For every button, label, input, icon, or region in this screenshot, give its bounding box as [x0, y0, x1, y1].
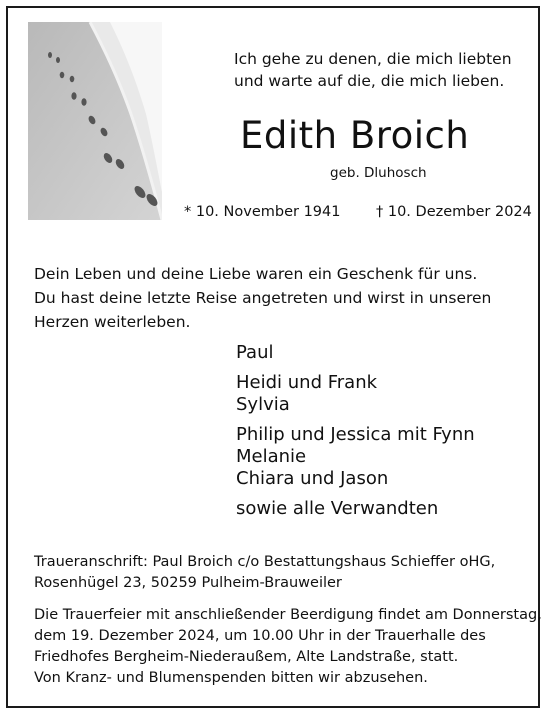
quote-line: und warte auf die, die mich lieben. — [234, 72, 505, 90]
address-line: Traueranschrift: Paul Broich c/o Bestattungshaus Schieffer oHG, — [34, 554, 496, 570]
address-line: Rosenhügel 23, 50259 Pulheim-Brauweiler — [34, 575, 342, 591]
beach-footprints-image — [28, 22, 162, 220]
mourner-group — [236, 342, 475, 364]
ceremony-line: Die Trauerfeier mit anschließender Beerdigung findet am Donnerstag, — [34, 607, 542, 623]
mourner-name: Paul — [236, 342, 274, 363]
mourner-group — [236, 372, 475, 416]
mourner-group — [236, 424, 475, 490]
verse-line: Dein Leben und deine Liebe waren ein Geschenk für uns. — [34, 265, 478, 283]
mourner-name: Melanie — [236, 446, 307, 467]
verse-line: Du hast deine letzte Reise angetreten und wirst in unseren — [34, 289, 492, 307]
ceremony-line: Von Kranz- und Blumenspenden bitten wir abzusehen. — [34, 670, 428, 686]
mourner-name: Philip und Jessica mit Fynn — [236, 424, 475, 445]
mourner-name: sowie alle Verwandten — [236, 498, 439, 519]
death-date: † 10. Dezember 2024 — [376, 204, 532, 220]
birth-date: * 10. November 1941 — [184, 204, 341, 220]
mourner-group — [236, 498, 475, 520]
quote-line: Ich gehe zu denen, die mich liebten — [234, 50, 512, 68]
ceremony-line: dem 19. Dezember 2024, um 10.00 Uhr in der Trauerhalle des — [34, 628, 486, 644]
mourner-name: Heidi und Frank — [236, 372, 378, 393]
mourner-name: Sylvia — [236, 394, 290, 415]
maiden-name: geb. Dluhosch — [330, 165, 427, 181]
obituary-card — [6, 6, 540, 708]
mourners-list — [236, 342, 475, 528]
mourner-name: Chiara und Jason — [236, 468, 389, 489]
mourning-address — [34, 552, 534, 594]
ceremony-line: Friedhofes Bergheim-Niederaußem, Alte Landstraße, statt. — [34, 649, 459, 665]
funeral-details — [34, 605, 542, 689]
deceased-name: Edith Broich — [240, 114, 470, 157]
quote-text — [234, 48, 524, 92]
verse-line: Herzen weiterleben. — [34, 313, 191, 331]
farewell-verse — [34, 262, 524, 334]
